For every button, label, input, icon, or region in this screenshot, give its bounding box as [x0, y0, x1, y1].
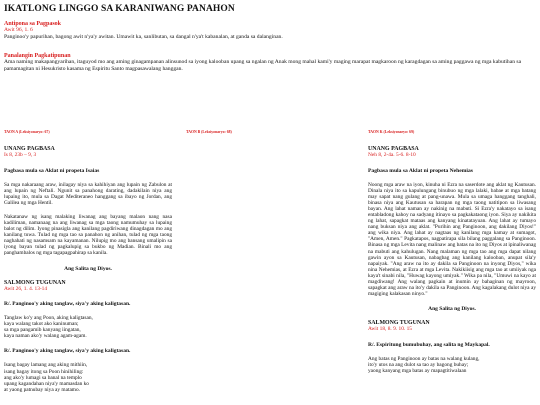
word-of-god: Ang Salita ng Diyos.: [64, 265, 112, 272]
page-title: IKATLONG LINGGO SA KARANIWANG PANAHON: [4, 4, 235, 14]
antipona-ref: Awit 96, 1. 6: [4, 27, 33, 33]
column-taon-k: [368, 130, 536, 405]
antipona-section: [4, 21, 536, 41]
column-taon-a: [4, 130, 172, 405]
panalangin-heading: Panalangin Pagkatipunan: [4, 53, 71, 59]
reading-source: Pagbasa mula sa Aklat ni propeta Isaias: [4, 167, 100, 174]
reading-heading: UNANG PAGBASA: [368, 146, 419, 152]
column-taon-b: [186, 130, 354, 405]
panalangin-text: Ama naming makapangyarihan, itaguyod mo ang aming ginagampanan alinsunod sa iyong kalooban upang sa ngalan ng Anak mong mahal kami'y maging marapat magkaroon ng karagdagan sa aming paggawa ng mga kabutihan sa pamamagitan ni Hesukristo kasama ng Espiritu Santo magpasawalang hanggan.: [4, 59, 522, 72]
reading-paragraph: Nakatanaw ng isang malaking liwanag ang bayang malaon nang nasa kadiliman, namanaag na ang liwanag sa mga taong namumuhay sa lupaing balot ng dilim. Iyong pinasigla ang kanilang pagdiriwang dinagdagan mo ang kanilang tuwa. Tulad ng mga tao sa panahon ng anihan, tulad ng mga taong naghahati ng nasamsam na kayamanan. Nilupig mo ang bansang umalipin sa iyong bayan tulad ng pagkalupig sa bukbo ng Madian. Binali mo ang panghambalos ng mga tagapagpahirap sa kanila.: [4, 213, 172, 257]
antipona-heading: Antipona sa Pagpasok: [4, 21, 62, 27]
psalm-response: R/. Panginoo'y aking tanglaw, siya'y aking kaligtasan.: [4, 348, 131, 355]
psalm-verse: Ang batas ng Panginoon ay batas na walang kulang, ito'y utos na ang dulot sa tao ay bagong buhay; yaong kanyang mga batas ay mapagtitiwalaan: [368, 355, 480, 374]
psalm-response: R/. Espiritung bumubuhay, ang salita ng Maykapal.: [368, 341, 490, 348]
word-of-god: Ang Salita ng Diyos.: [428, 306, 476, 313]
psalm-verse: Tanglaw ko'y ang Poon, aking kaligtasan, kaya walang takot ako kaninuman; sa mga pangamib kanyang iingatan, kaya naman ako'y walang agam-agam.: [4, 315, 93, 340]
reading-paragraph: Sa mga nakaraang araw, inilagay niya sa kahihiyan ang lupain ng Zabulon at ang lupain ng Neftali. Ngunit sa panahong darating, dadakilain niya ang lupaing ito, mula sa Dagat Mediteraneo hanggang sa ibayo ng Jordan, ang Galilea ng mga Hentil.: [4, 181, 172, 206]
reading-ref: Is 8, 23b – 9, 3: [4, 152, 37, 158]
reading-source: Pagbasa mula sa Aklat ni propeta Nehemias: [368, 167, 473, 174]
antipona-text: Panginoo'y papurihan, bagong awit n'ya'y awitan. Umawit ka, sanlibutan, sa dangal n'ya't kabanalan, at ganda sa dalanginan.: [4, 34, 283, 40]
psalm-ref: Awit 26, 1. 4. 13-14: [4, 285, 48, 292]
reading-paragraph: Noong mga araw na iyon, kinuha ni Ezra na saserdote ang aklat ng Kautusan. Dinala niya ito sa kapulungang binubuo ng mga lalaki, babae at mga batang may sapat nang gulang at pang-unawa. Mula sa umaga hanggang tanghali, binasa niya ang Kautusan sa harapan ng mga taong natitipon sa liwasang bayan. Ang lahat naman ay nakinig na mabuti. Si Ezra'y nakatayo sa isang entabladong kahoy na sadyang itinayo sa pagkakataong iyon. Siya ay nakikita ng lahat, sapagkat mataas ang kanyang kinatatayuan. Ang lahat ay tumayo nang buksan niya ang aklat. "Purihin ang Panginoon, ang dakilang Diyos!" ang wika niya. Ang lahat ay nagtaas ng kanilang mga kamay at sumagot, "Amen, Amen." Pagkatapos, nagpatirapa sila bilang paggalang sa Panginoon. Binasa ng mga Levita nang malinaw ang batas na ito ng Diyos at ipinaliwanag na mabuti ang kahulugan. Nang malaman ng mga tao ang mga dapat nilang gawin ayon sa Kautusan, nabagbag ang kanilang kalooban, anupat sila'y napaiyak. "Ang araw na ito ay dakila sa Panginoon na inyong Diyos," wika nina Nehemias, at Ezra at mga Levita. Nakikiisig ang mga tao at umiiyak nga kaya't sinabi nila, "Huwag kayong umiyak." Wika pa nila, "Umuwi na kayo at magdiwang! Ang walang pagkain at inumin ay bahaginan ng mayroon, sapagkat ang araw na ito'y dakila sa Panginoon. Ang kagalakang dulot niya ay magiging kalakasan ninyo.": [368, 181, 536, 298]
psalm-response: R/. Panginoo'y aking tanglaw, siya'y aking kaligtasan.: [4, 301, 131, 308]
psalm-heading: SALMONG TUGUNAN: [368, 320, 430, 327]
panalangin-section: [4, 53, 536, 73]
psalm-verse: Isang bagay lamang ang aking mithiin, isang bagay itong sa Poon hinihiling: ang ako'y lumagi sa banal na templo upang kagandahan niya'y mamasdan ko at yaong patnubay niya ay matamo.: [4, 362, 89, 393]
psalm-heading: SALMONG TUGUNAN: [4, 279, 66, 286]
psalm-ref: Awit 18, 8. 9. 10. 15: [368, 326, 412, 333]
leksiyonaryo-label: TAON B (Leksiyonaryo: 68): [186, 130, 232, 134]
reading-ref: Neh 8, 2-4a. 5-6. 8-10: [368, 152, 416, 158]
reading-heading: UNANG PAGBASA: [4, 146, 55, 152]
leksiyonaryo-label: TAON A (Leksiyonaryo: 67): [4, 130, 50, 134]
leksiyonaryo-label: TAON K (Leksiyonaryo: 69): [368, 130, 415, 134]
